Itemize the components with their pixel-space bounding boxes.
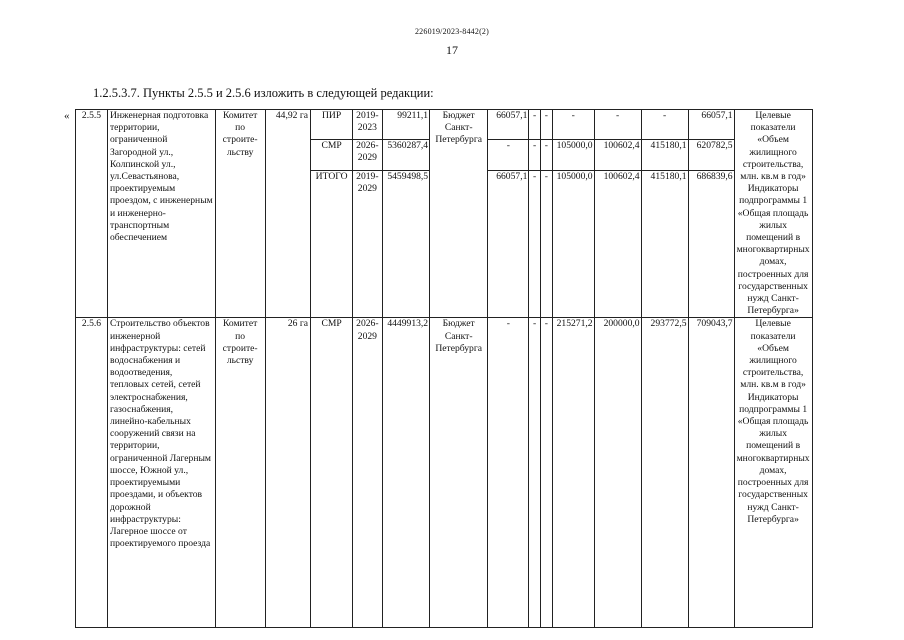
year-value: -: [594, 110, 641, 140]
year-value: 105000,0: [552, 140, 594, 170]
period: 2019-2023: [353, 110, 382, 140]
period: 2026-2029: [353, 140, 382, 170]
year-value: 66057,1: [488, 170, 529, 318]
year-value: 293772,5: [641, 318, 688, 628]
year-total: 709043,7: [688, 318, 734, 628]
stage: СМР: [311, 140, 353, 170]
period: 2019-2029: [353, 170, 382, 318]
executor: Комитет по строите-льству: [215, 318, 265, 628]
year-value: 215271,2: [552, 318, 594, 628]
year-value: 415180,1: [641, 140, 688, 170]
year-value: -: [540, 140, 552, 170]
year-value: -: [529, 140, 540, 170]
year-value: -: [552, 110, 594, 140]
item-name: Инженерная подготовка территории, ограниченной Загородной ул., Колпинской ул., ул.Севастьянова, проектируемым проездом, с инженерным и инженерно-транспортным обеспечением: [107, 110, 215, 318]
document-code: 226019/2023-8442(2): [414, 27, 489, 36]
table-row: [76, 110, 904, 140]
area: 44,92 га: [265, 110, 311, 318]
total-cost: 99211,1: [382, 110, 430, 140]
total-cost: 4449913,2: [382, 318, 430, 628]
year-value: -: [488, 318, 529, 628]
year-value: -: [540, 318, 552, 628]
funding-source: Бюджет Санкт-Петербурга: [430, 110, 488, 318]
year-value: 66057,1: [488, 110, 529, 140]
year-value: 200000,0: [594, 318, 641, 628]
year-total: 66057,1: [688, 110, 734, 140]
executor: Комитет по строите-льству: [215, 110, 265, 318]
stage: ИТОГО: [311, 170, 353, 318]
table-row: [76, 318, 904, 628]
year-total: 620782,5: [688, 140, 734, 170]
period: 2026-2029: [353, 318, 382, 628]
page-number: 17: [446, 43, 458, 57]
item-name: Строительство объектов инженерной инфраструктуры: сетей водоснабжения и водоотведения, тепловых сетей, сетей электроснабжения, газоснабжения, линейно-кабельных сооружений связи на территории, ограниченной Лагерным шоссе, Южной ул., проектируемыми проездами, и объектов дорожной инфраструктуры: Лагерное шоссе от проектируемого проезда: [107, 318, 215, 628]
indicators: Целевые показатели «Объем жилищного строительства, млн. кв.м в год» Индикаторы подпрограммы 1 «Общая площадь жилых помещений в многоквартирных домах, построенных для государственных нужд Санкт-Петербурга»: [734, 318, 812, 628]
year-value: 100602,4: [594, 170, 641, 318]
intro-paragraph: 1.2.5.3.7. Пункты 2.5.5 и 2.5.6 изложить в следующей редакции:: [93, 86, 434, 100]
program-table: [75, 109, 904, 628]
year-value: -: [488, 140, 529, 170]
indicators: Целевые показатели «Объем жилищного строительства, млн. кв.м в год» Индикаторы подпрограммы 1 «Общая площадь жилых помещений в многоквартирных домах, построенных для государственных нужд Санкт-Петербурга»: [734, 110, 812, 318]
stage: СМР: [311, 318, 353, 628]
year-value: -: [540, 170, 552, 318]
area: 26 га: [265, 318, 311, 628]
stage: ПИР: [311, 110, 353, 140]
item-number: 2.5.5: [76, 110, 108, 318]
year-value: -: [641, 110, 688, 140]
year-value: -: [540, 110, 552, 140]
funding-source: Бюджет Санкт-Петербурга: [430, 318, 488, 628]
total-cost: 5360287,4: [382, 140, 430, 170]
item-number: 2.5.6: [76, 318, 108, 628]
opening-quote: «: [64, 110, 70, 122]
year-value: 100602,4: [594, 140, 641, 170]
year-total: 686839,6: [688, 170, 734, 318]
year-value: 105000,0: [552, 170, 594, 318]
year-value: -: [529, 170, 540, 318]
total-cost: 5459498,5: [382, 170, 430, 318]
year-value: 415180,1: [641, 170, 688, 318]
year-value: -: [529, 110, 540, 140]
year-value: -: [529, 318, 540, 628]
